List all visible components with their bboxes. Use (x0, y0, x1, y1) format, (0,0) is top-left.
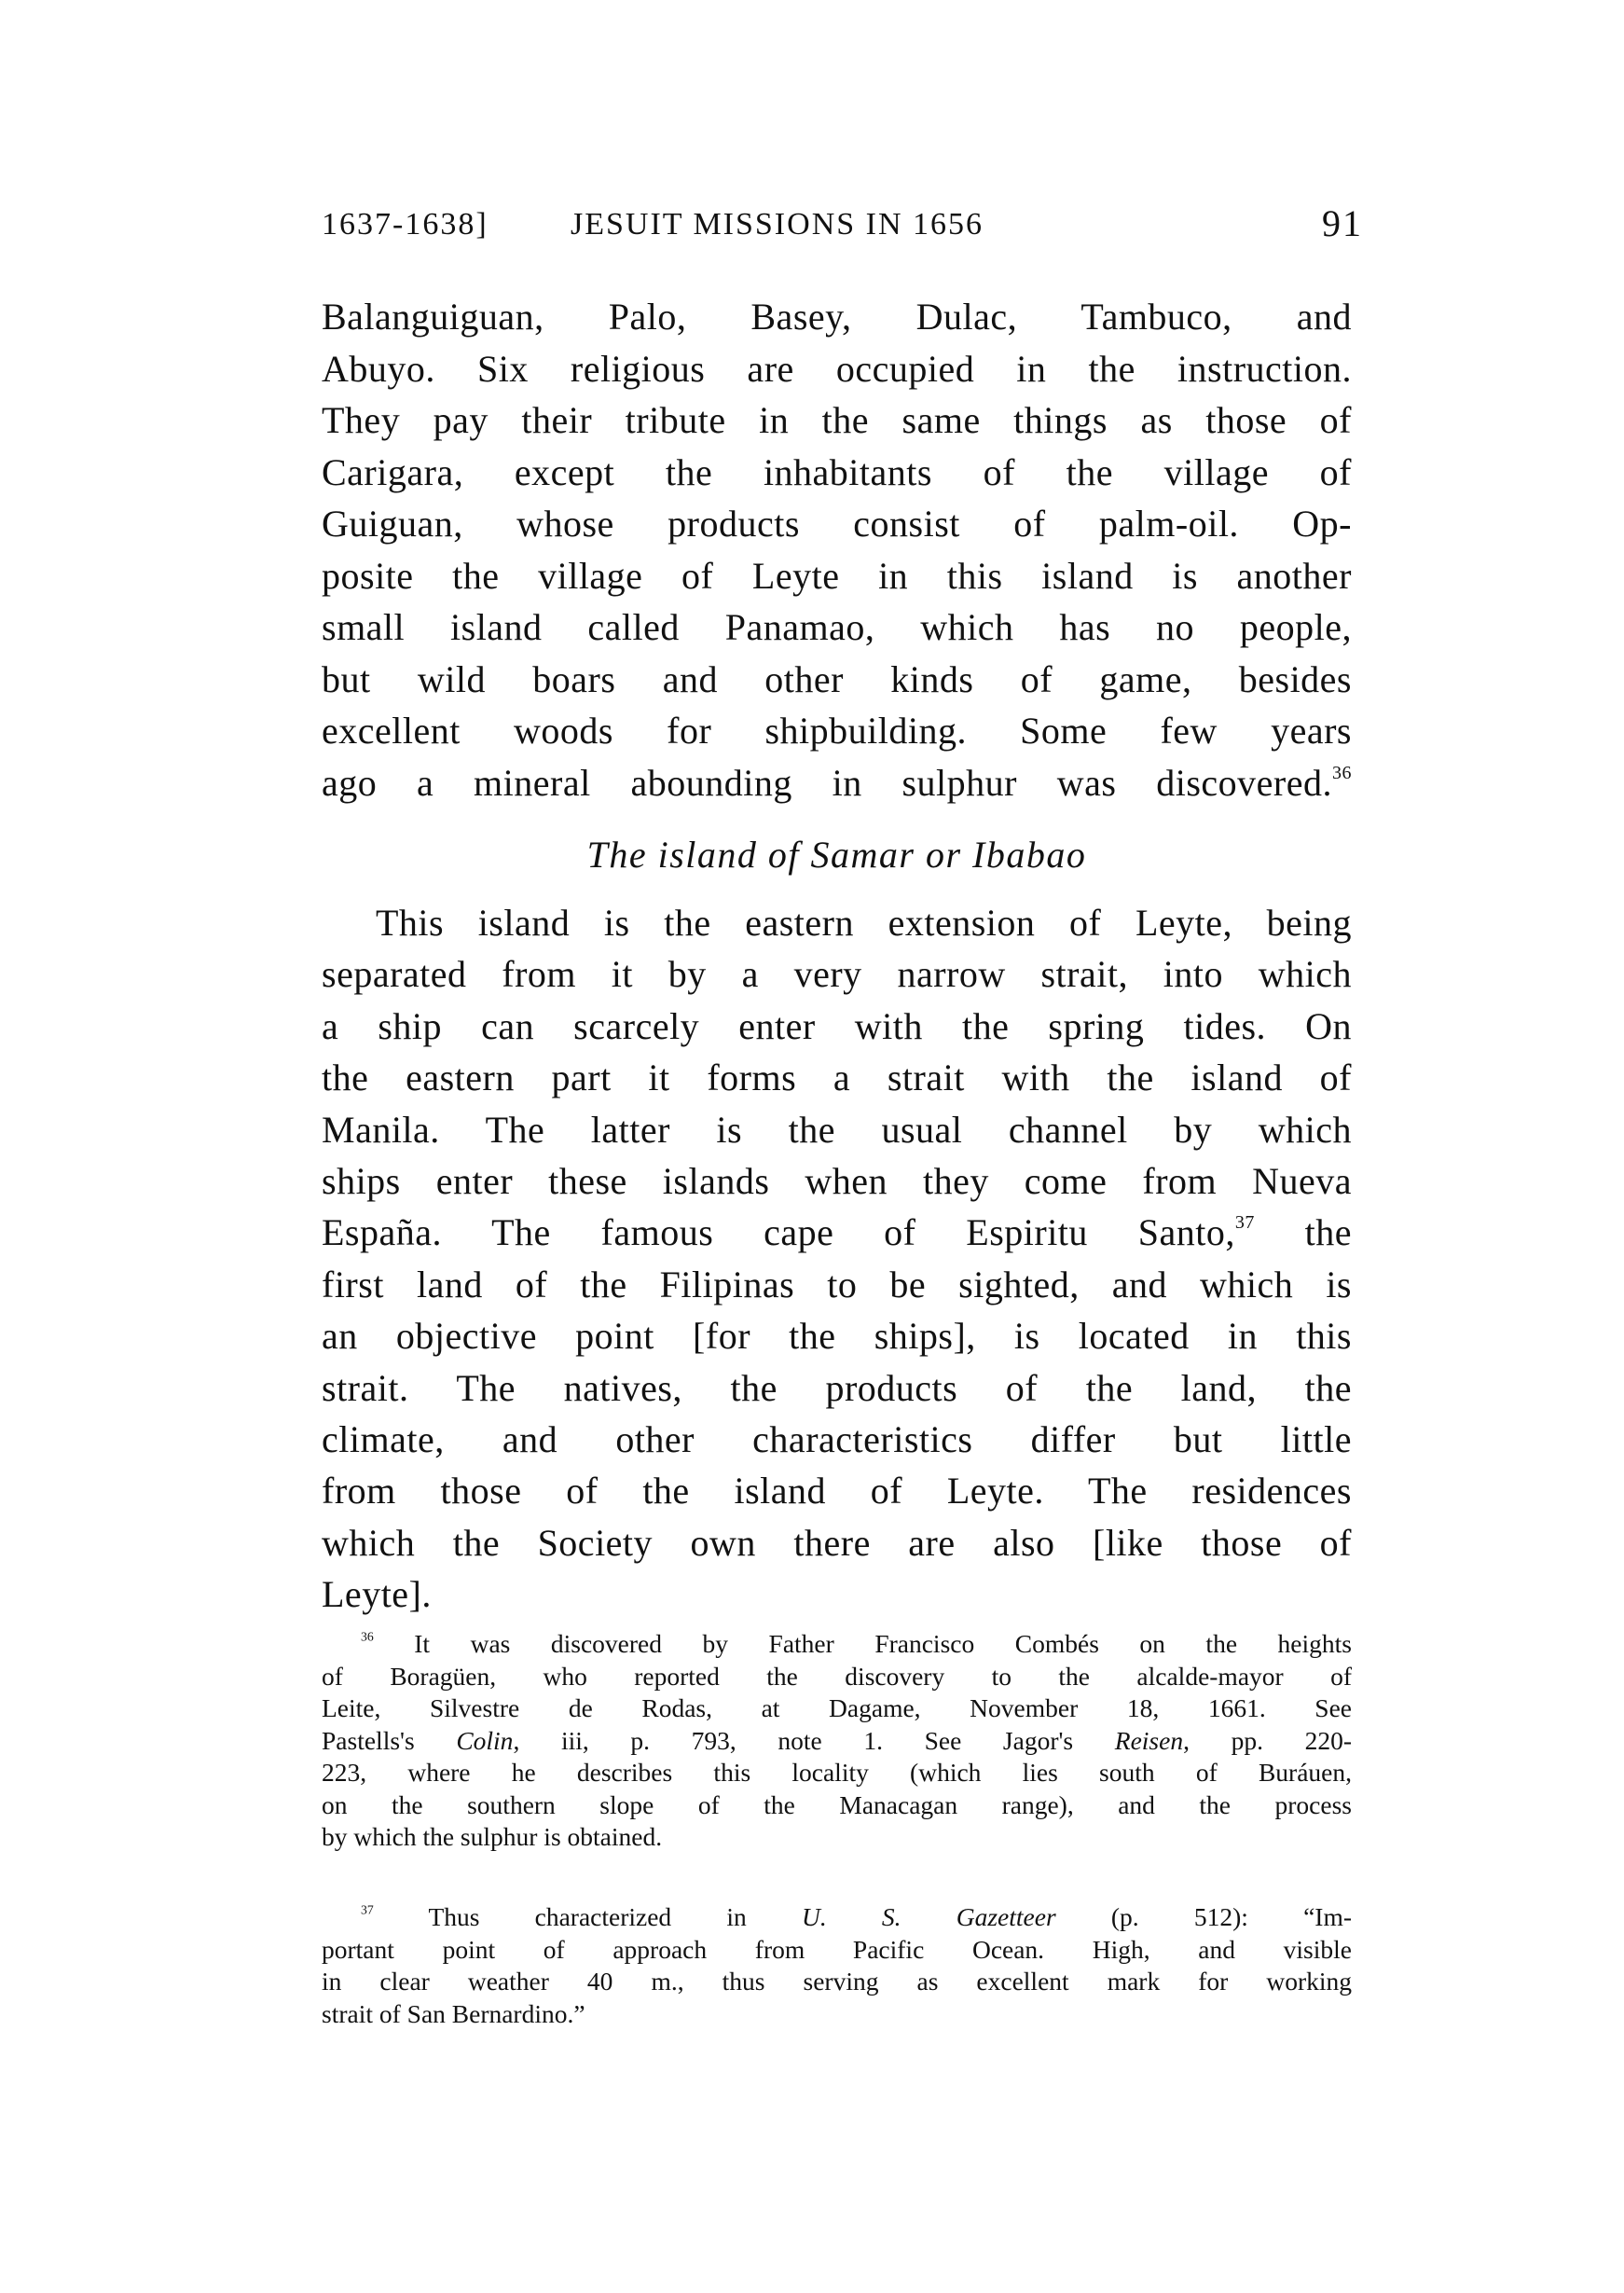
text-line (322, 553, 1352, 600)
text-line (322, 1262, 1352, 1308)
italic-title: Reisen (1114, 1725, 1184, 1755)
text-run: Guiguan, whose products consist of palm-oil. Op- (322, 503, 1352, 545)
text-line (322, 1107, 1352, 1153)
text-run: Leyte]. (322, 1573, 432, 1616)
text-run: the eastern part it forms a strait with the island of (322, 1057, 1352, 1099)
page-number: 91 (1322, 202, 1363, 244)
running-header-title: JESUIT MISSIONS IN 1656 (571, 207, 984, 242)
text-line (322, 346, 1352, 393)
text-line (322, 397, 1352, 444)
text-line (322, 1055, 1352, 1101)
text-run: of Boragüen, who reported the discovery to the alcalde-mayor of (322, 1661, 1352, 1691)
text-run: first land of the Filipinas to be sighted, and which is (322, 1263, 1352, 1305)
text-run: from those of the island of Leyte. The residences (322, 1470, 1352, 1513)
text-line (322, 1789, 1352, 1821)
text-line (322, 708, 1352, 754)
text-run: portant point of approach from Pacific Ocean. High, and visible (322, 1934, 1352, 1964)
text-line (322, 1661, 1352, 1692)
text-line (322, 656, 1352, 703)
text-run: España. The famous cape of Espiritu Santo, (322, 1211, 1235, 1254)
footnote-marker: 37 (1234, 1212, 1255, 1234)
italic-title: U. S. Gazetteer (801, 1902, 1056, 1931)
text-line (361, 1901, 1352, 1933)
text-run: which the Society own there are also [like those of (322, 1521, 1352, 1564)
text-run: Thus characterized in (373, 1902, 802, 1931)
text-line (322, 604, 1352, 651)
text-run: by which the sulphur is obtained. (322, 1822, 663, 1851)
text-run: (p. 512): “Im- (1055, 1902, 1352, 1931)
text-run: Leite, Silvestre de Rodas, at Dagame, November 18, 1661. See (322, 1693, 1352, 1722)
text-line (322, 1998, 1352, 2030)
text-run: They pay their tribute in the same things as those of (322, 399, 1352, 441)
text-run: Abuyo. Six religious are occupied in the instruction. (322, 347, 1352, 390)
text-line (361, 1628, 1352, 1660)
text-run: on the southern slope of the Manacagan range), and the process (322, 1789, 1352, 1819)
text-line (322, 951, 1352, 998)
text-line (322, 1003, 1352, 1050)
text-run: It was discovered by Father Francisco Combés on the heights (373, 1629, 1352, 1658)
text-run: Balanguiguan, Palo, Basey, Dulac, Tambuco, and (322, 296, 1352, 338)
text-run: climate, and other characteristics differ but little (322, 1418, 1352, 1460)
text-line (376, 900, 1352, 946)
text-line (322, 449, 1352, 496)
text-run: ago a mineral abounding in sulphur was discovered. (322, 761, 1332, 804)
text-run: excellent woods for shipbuilding. Some few years (322, 710, 1352, 752)
text-line (322, 1821, 1352, 1853)
section-heading: The island of Samar or Ibabao (586, 834, 1087, 876)
text-line (322, 1158, 1352, 1205)
text-line (322, 1934, 1352, 1966)
text-run: Pastells's (322, 1725, 457, 1755)
text-run: strait of San Bernardino.” (322, 1998, 585, 2028)
running-header-date-range: 1637-1638] (322, 207, 489, 242)
text-run: This island is the eastern extension of Leyte, being (376, 902, 1352, 944)
footnote-marker: 36 (1332, 762, 1352, 783)
text-line (322, 1313, 1352, 1360)
italic-title: Colin (456, 1725, 514, 1755)
text-run: a ship can scarcely enter with the spring tides. On (322, 1004, 1352, 1047)
footnote-marker: 37 (361, 1902, 374, 1917)
text-line (322, 1725, 1352, 1757)
text-line (322, 760, 1352, 807)
text-run: ships enter these islands when they come from Nueva (322, 1160, 1352, 1202)
text-line (322, 1365, 1352, 1412)
text-run: the (1254, 1211, 1352, 1254)
text-line (322, 1416, 1352, 1463)
footnote-marker: 36 (361, 1629, 374, 1644)
text-line (322, 1468, 1352, 1514)
text-run: small island called Panamao, which has no people, (322, 606, 1352, 648)
text-line (322, 294, 1352, 340)
text-line (322, 1520, 1352, 1567)
text-run: but wild boars and other kinds of game, besides (322, 657, 1352, 700)
text-run: strait. The natives, the products of the land, the (322, 1366, 1352, 1409)
text-run: , iii, p. 793, note 1. See Jagor's (513, 1725, 1115, 1755)
text-line (322, 1692, 1352, 1724)
text-run: posite the village of Leyte in this island is another (322, 554, 1352, 597)
text-run: Carigara, except the inhabitants of the village of (322, 450, 1352, 493)
text-run: 223, where he describes this locality (which lies south of Buráuen, (322, 1758, 1352, 1787)
text-run: in clear weather 40 m., thus serving as excellent mark for working (322, 1967, 1352, 1996)
text-run: , pp. 220- (1183, 1725, 1352, 1755)
text-run: Manila. The latter is the usual channel by which (322, 1108, 1352, 1151)
text-line (322, 501, 1352, 547)
text-line (322, 1757, 1352, 1789)
text-line (322, 1209, 1352, 1256)
text-line (322, 1571, 1352, 1618)
text-line (322, 1966, 1352, 1997)
text-run: an objective point [for the ships], is located in this (322, 1315, 1352, 1358)
text-run: separated from it by a very narrow strait, into which (322, 953, 1352, 996)
